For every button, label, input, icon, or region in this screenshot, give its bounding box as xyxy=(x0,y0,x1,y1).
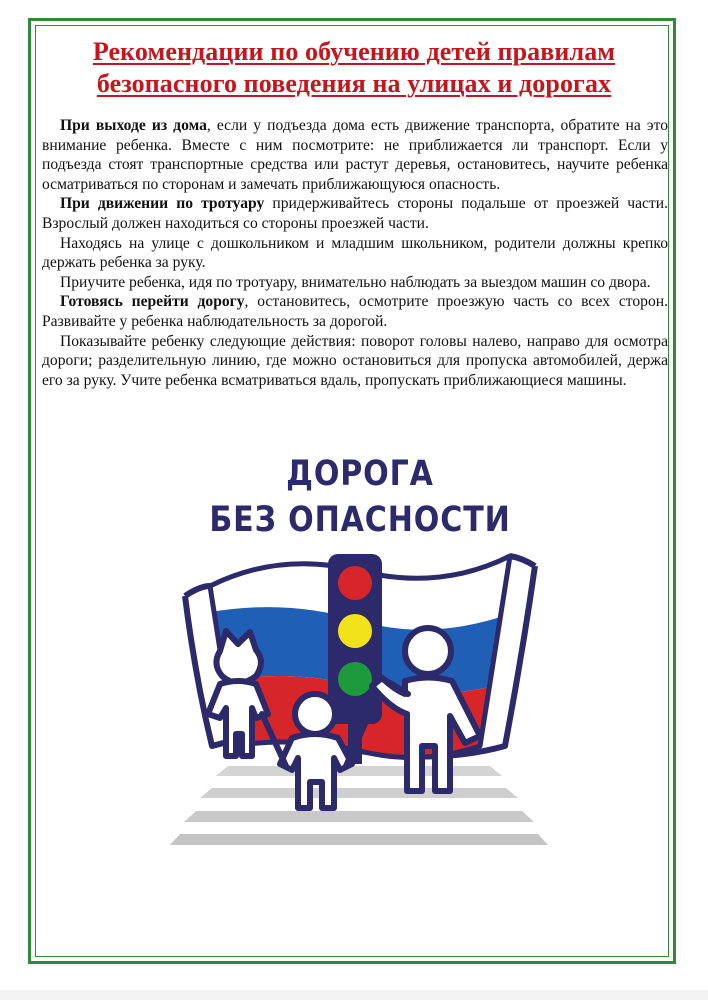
paragraph-lead: При выходе из дома xyxy=(60,117,207,134)
title-line-1: Рекомендации по обучению детей правилам xyxy=(92,37,616,66)
paragraph-lead: Готовясь перейти дорогу xyxy=(60,293,245,311)
paragraph-watch-cars xyxy=(42,273,668,293)
road-safety-logo xyxy=(150,446,570,846)
logo-graphic xyxy=(150,446,570,846)
paragraph-body: , остановитесь, осмотрите проезжую часть со всех сторон. Развивайте у ребенка наблюдательность за дорогой. xyxy=(42,293,668,330)
crosswalk-icon xyxy=(170,766,548,845)
paragraph-sidewalk xyxy=(42,194,668,233)
recommendations-text xyxy=(42,116,668,390)
paragraph-body: , если у подъезда дома есть движение транспорта, обратите на это внимание ребенка. Вместе с ним посмотрите: не приближается ли транспорт. Если у подъезда стоят транспортные средства или растут деревья, остановитесь, научите ребенка осматриваться по сторонам и замечать приближающуюся опасность. xyxy=(42,117,668,193)
paragraph-crossing xyxy=(42,292,668,331)
paragraph-lead: При движении по тротуару xyxy=(60,195,265,213)
logo-text-line-1: ДОРОГА xyxy=(286,454,434,494)
title-line-2: безопасного поведения на улицах и дорогах xyxy=(96,69,612,98)
paragraph-leaving-home xyxy=(42,116,668,194)
paragraph-hold-hand xyxy=(42,234,668,273)
paragraph-body: Приучите ребенка, идя по тротуару, внимательно наблюдать за выездом машин со двора. xyxy=(60,273,651,291)
page-title xyxy=(40,36,668,100)
paragraph-body: Находясь на улице с дошкольником и младшим школьником, родители должны крепко держать ребенка за руку. xyxy=(42,234,668,272)
paragraph-body: придерживайтесь стороны подальше от проезжей части. Взрослый должен находиться со стороны проезжей части. xyxy=(42,195,668,232)
logo-text-line-2: БЕЗ ОПАСНОСТИ xyxy=(209,500,511,540)
paragraph-actions xyxy=(42,332,668,391)
paragraph-body: Показывайте ребенку следующие действия: поворот головы налево, направо для осмотра дороги; разделительную линию, где можно остановиться для пропуска автомобилей, держа его за руку. Учите ребенка всматриваться вдаль, пропускать приближающиеся машины. xyxy=(42,332,668,389)
